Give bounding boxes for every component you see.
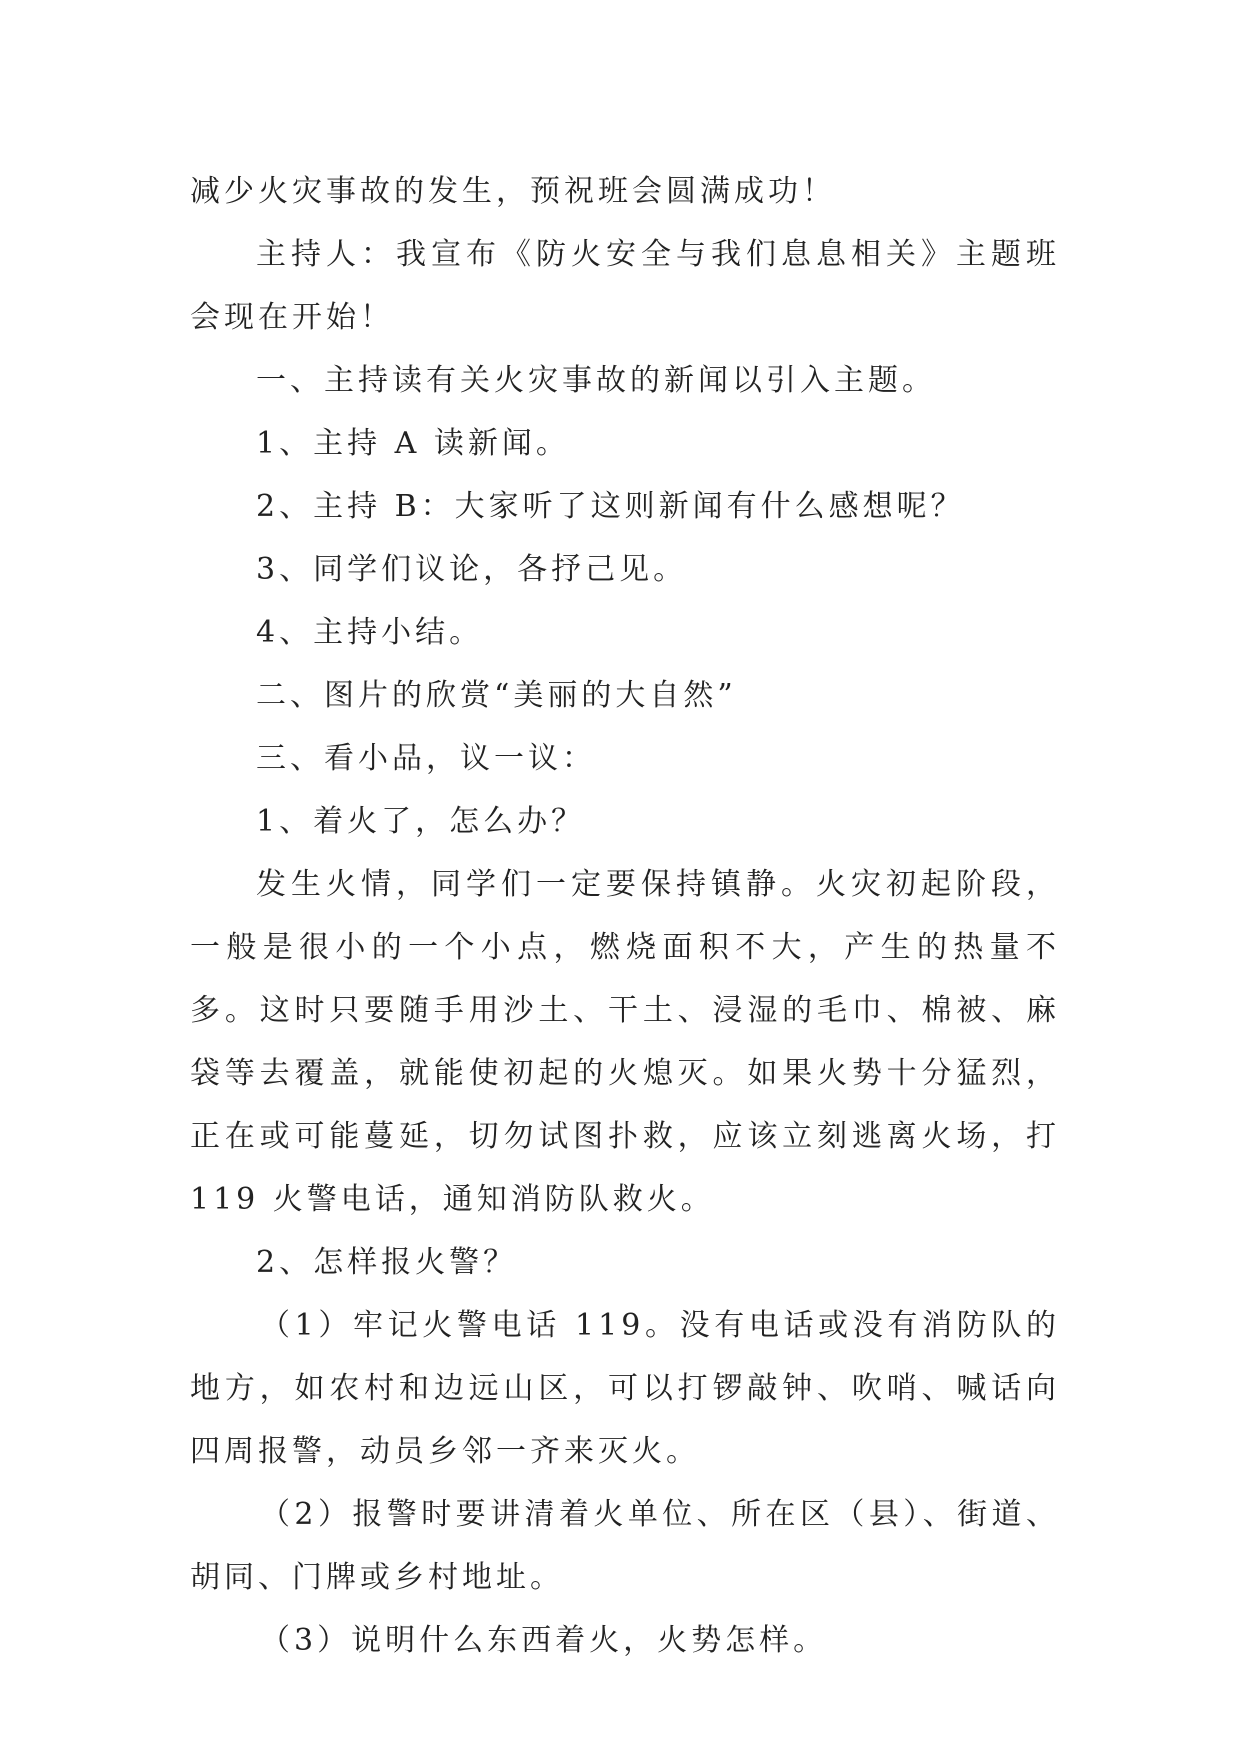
paragraph-host-announcement: 主持人：我宣布《防火安全与我们息息相关》主题班会现在开始！ (190, 237, 1060, 335)
section-heading-pictures: 二、图片的欣赏“美丽的大自然” (256, 678, 737, 713)
list-item-host-b: 2、主持 B：大家听了这则新闻有什么感想呢？ (256, 489, 965, 524)
paragraph-point-3: （3）说明什么东西着火，火势怎样。 (260, 1623, 828, 1658)
paragraph-point-2: （2）报警时要讲清着火单位、所在区（县）、街道、胡同、门牌或乡村地址。 (190, 1497, 1060, 1595)
paragraph-closing-wish: 减少火灾事故的发生，预祝班会圆满成功！ (190, 174, 836, 209)
list-item-discussion: 3、同学们议论，各抒己见。 (256, 552, 688, 587)
section-heading-news: 一、主持读有关火灾事故的新闻以引入主题。 (256, 363, 936, 398)
list-item-on-fire: 1、着火了，怎么办？ (256, 804, 586, 839)
list-item-summary: 4、主持小结。 (256, 615, 484, 650)
section-heading-skit: 三、看小品，议一议： (256, 741, 596, 776)
paragraph-point-1: （1）牢记火警电话 119。没有电话或没有消防队的地方，如农村和边远山区，可以打锣敲钟、吹哨、喊话向四周报警，动员乡邻一齐来灭火。 (190, 1308, 1060, 1469)
document-page (190, 160, 1060, 1672)
list-item-host-a: 1、主持 A 读新闻。 (256, 426, 570, 461)
list-item-report-fire: 2、怎样报火警？ (256, 1245, 518, 1280)
paragraph-fire-response: 发生火情，同学们一定要保持镇静。火灾初起阶段，一般是很小的一个小点，燃烧面积不大，产生的热量不多。这时只要随手用沙土、干土、浸湿的毛巾、棉被、麻袋等去覆盖，就能使初起的火熄灭。如果火势十分猛烈，正在或可能蔓延，切勿试图扑救，应该立刻逃离火场，打 119 火警电话，通知消防队救火。 (190, 867, 1060, 1217)
